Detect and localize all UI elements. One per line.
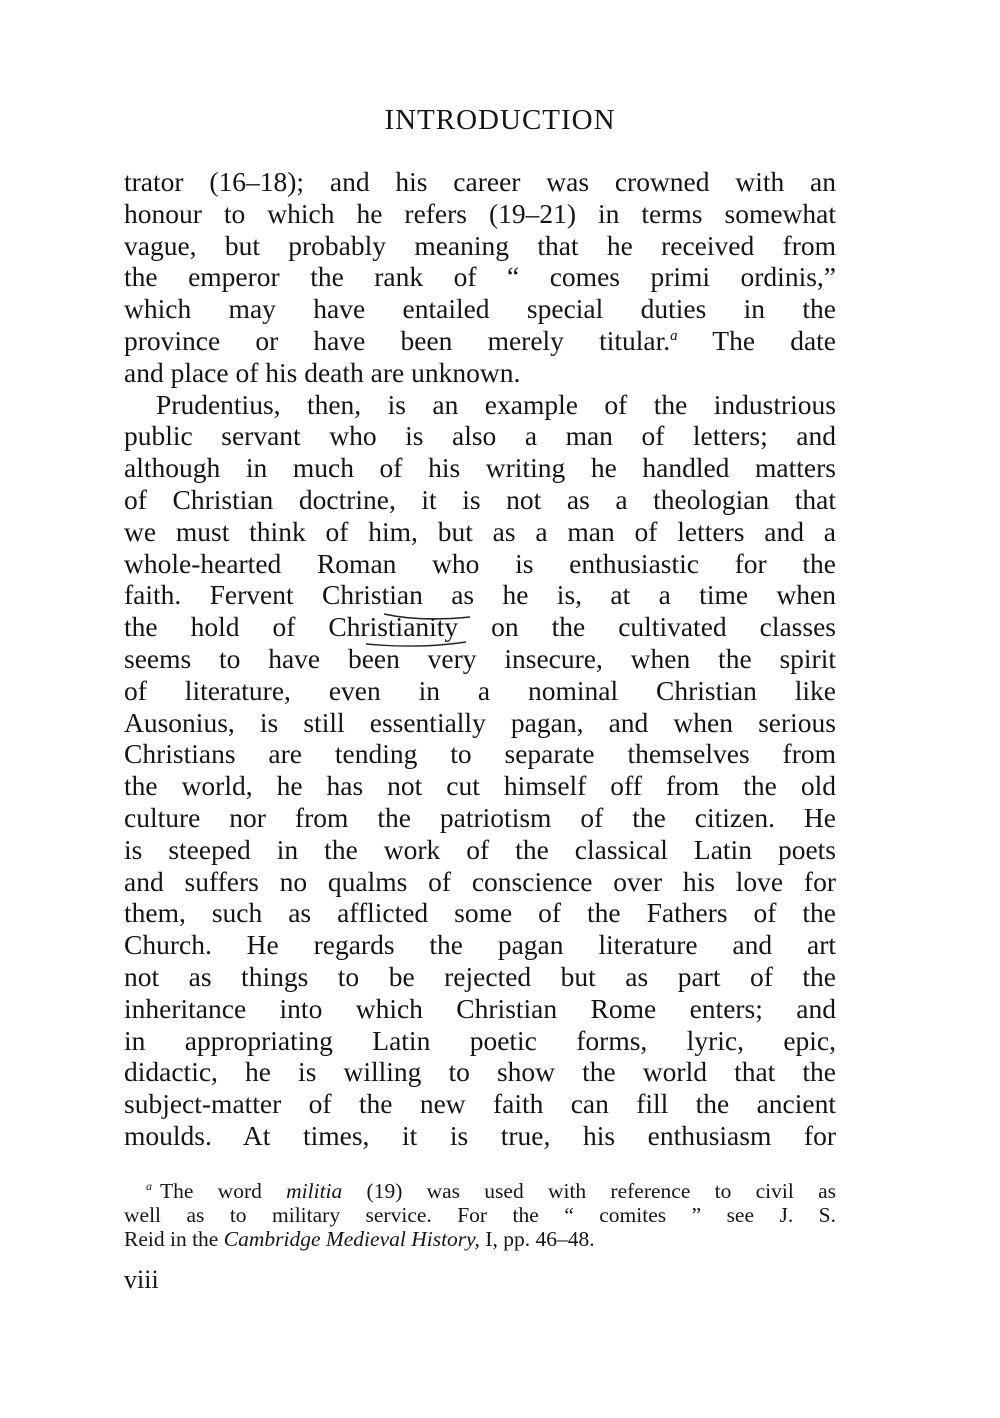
body-line: and suffers no qualms of conscience over his love for [124,865,836,897]
body-line: in appropriating Latin poetic forms, lyric, epic, [124,1024,836,1056]
body-line-text: province or have been merely titular. [124,324,671,356]
body-line: moulds. At times, it is true, his enthusiasm for [124,1119,836,1151]
page-number: viii [124,1265,159,1294]
body-line: inheritance into which Christian Rome enters; and [124,992,836,1024]
running-head: INTRODUCTION [384,104,616,136]
footnote-line [124,1227,836,1251]
body-line: whole-hearted Roman who is enthusiastic for the [124,547,836,579]
body-line: public servant who is also a man of letters; and [124,420,836,452]
body-line: and place of his death are unknown. [124,356,521,388]
body-line: the world, he has not cut himself off from the old [124,770,836,802]
body-line: them, such as afflicted some of the Fathers of the [124,897,836,929]
body-line: of literature, even in a nominal Christian like [124,674,836,706]
footnote-line: well as to military service. For the “ comites ” see J. S. [124,1203,836,1227]
body-line: culture nor from the patriotism of the citizen. He [124,801,836,833]
footnote [124,1179,836,1251]
footnote-text: Reid in the [124,1227,224,1251]
body-line: didactic, he is willing to show the world that the [124,1056,836,1088]
body-line: trator (16–18); and his career was crowned with an [124,166,836,197]
body-line: not as things to be rejected but as part of the [124,960,836,992]
footnote-text: I, pp. 46–48. [479,1227,595,1251]
paragraph-first-line: Prudentius, then, is an example of the industrious [156,388,836,420]
body-line: we must think of him, but as a man of letters and a [124,515,836,547]
body-line: the emperor the rank of “ comes primi ordinis,” [124,261,836,293]
body-line: honour to which he refers (19–21) in terms somewhat [124,197,836,229]
body-line: which may have entailed special duties in the [124,293,836,325]
body-line: is steeped in the work of the classical Latin poets [124,833,836,865]
footnote-reference: a [670,327,678,344]
body-line: Ausonius, is still essentially pagan, and when serious [124,706,836,738]
body-line: Church. He regards the pagan literature and art [124,929,836,961]
body-line: the hold of Christianity on the cultivated classes [124,611,836,643]
footnote-text: The word [160,1179,287,1203]
body-line: faith. Fervent Christian as he is, at a time when [124,579,836,611]
body-line-text: The date [712,324,836,356]
footnote-italic-term: militia [286,1179,343,1203]
body-line: Christians are tending to separate themselves from [124,738,836,770]
body-line: although in much of his writing he handled matters [124,452,836,484]
footnote-italic-title: Cambridge Medieval History, [223,1227,480,1251]
footnote-marker: a [146,1178,152,1193]
body-line: seems to have been very insecure, when the spirit [124,642,836,674]
footnote-line [124,1179,836,1203]
body-line: vague, but probably meaning that he received from [124,229,836,261]
body-line: of Christian doctrine, it is not as a theologian that [124,483,836,515]
footnote-text: (19) was used with reference to civil as [342,1179,836,1203]
body-line: subject-matter of the new faith can fill the ancient [124,1088,836,1120]
